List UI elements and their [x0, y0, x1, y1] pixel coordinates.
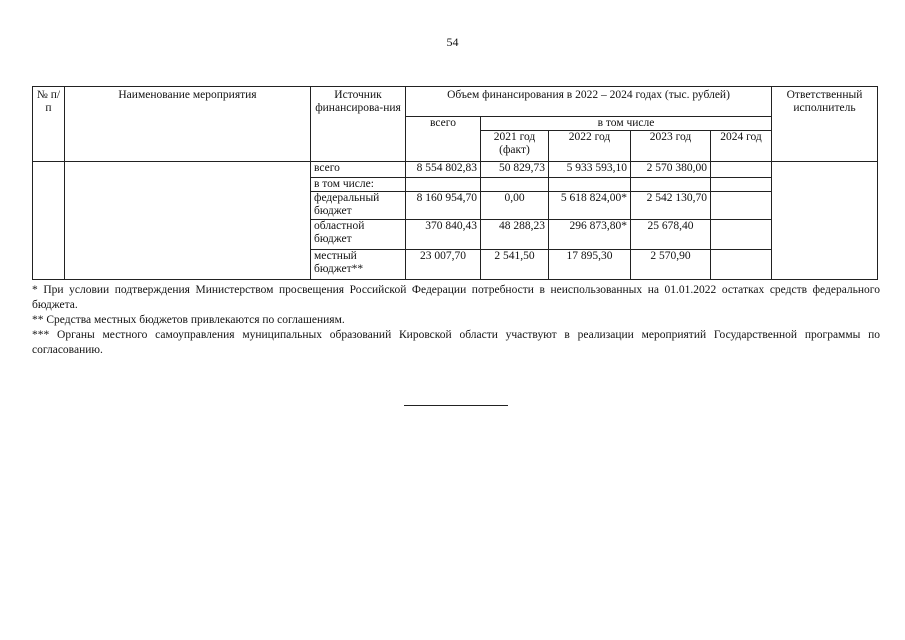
financing-table [32, 86, 878, 280]
y2023-cell: 2 570,90 [631, 250, 711, 280]
header-responsible: Ответственный исполнитель [772, 87, 878, 162]
header-funding-source: Источник финансирова-ния [311, 87, 406, 162]
total-cell: 23 007,70 [406, 250, 481, 280]
header-total: всего [406, 117, 481, 162]
header-activity-name: Наименование мероприятия [65, 87, 311, 162]
header-year-2021: 2021 год (факт) [481, 131, 549, 162]
y2024-cell [711, 250, 772, 280]
page-number: 54 [446, 35, 459, 49]
closing-rule [404, 405, 508, 406]
table-row [33, 162, 878, 178]
activity-name-cell [65, 162, 311, 280]
header-including: в том числе [481, 117, 772, 131]
footnote-federal-condition: * При условии подтверждения Министерством просвещения Российской Федерации потребности в неиспользованных на 01.01.2022 остатках средств федерального бюджета. [32, 284, 880, 311]
source-cell: в том числе: [311, 178, 406, 192]
footnotes [32, 283, 880, 358]
footnote-local-budgets: ** Средства местных бюджетов привлекаются по соглашениям. [32, 314, 345, 326]
y2021-cell [481, 178, 549, 192]
y2021-cell: 48 288,23 [481, 220, 549, 250]
row-number-cell [33, 162, 65, 280]
header-year-2023: 2023 год [631, 131, 711, 162]
source-cell: местный бюджет** [311, 250, 406, 280]
y2024-cell [711, 178, 772, 192]
total-cell: 8 554 802,83 [406, 162, 481, 178]
y2024-cell [711, 162, 772, 178]
y2022-cell: 5 618 824,00* [549, 192, 631, 220]
total-cell: 370 840,43 [406, 220, 481, 250]
y2023-cell: 2 542 130,70 [631, 192, 711, 220]
y2024-cell [711, 220, 772, 250]
y2023-cell [631, 178, 711, 192]
header-year-2024: 2024 год [711, 131, 772, 162]
y2024-cell [711, 192, 772, 220]
y2022-cell: 296 873,80* [549, 220, 631, 250]
y2023-cell: 25 678,40 [631, 220, 711, 250]
source-cell: областной бюджет [311, 220, 406, 250]
y2021-cell: 0,00 [481, 192, 549, 220]
y2022-cell: 17 895,30 [549, 250, 631, 280]
total-cell: 8 160 954,70 [406, 192, 481, 220]
header-year-2022: 2022 год [549, 131, 631, 162]
responsible-cell [772, 162, 878, 280]
y2021-cell: 2 541,50 [481, 250, 549, 280]
header-number: № п/п [33, 87, 65, 162]
total-cell [406, 178, 481, 192]
header-funding-volume: Объем финансирования в 2022 – 2024 годах (тыс. рублей) [406, 87, 772, 117]
source-cell: федеральный бюджет [311, 192, 406, 220]
y2022-cell [549, 178, 631, 192]
y2023-cell: 2 570 380,00 [631, 162, 711, 178]
source-cell: всего [311, 162, 406, 178]
y2022-cell: 5 933 593,10 [549, 162, 631, 178]
y2021-cell: 50 829,73 [481, 162, 549, 178]
footnote-local-government: *** Органы местного самоуправления муниципальных образований Кировской области участвуют в реализации мероприятий Государственной программы по согласованию. [32, 329, 880, 356]
